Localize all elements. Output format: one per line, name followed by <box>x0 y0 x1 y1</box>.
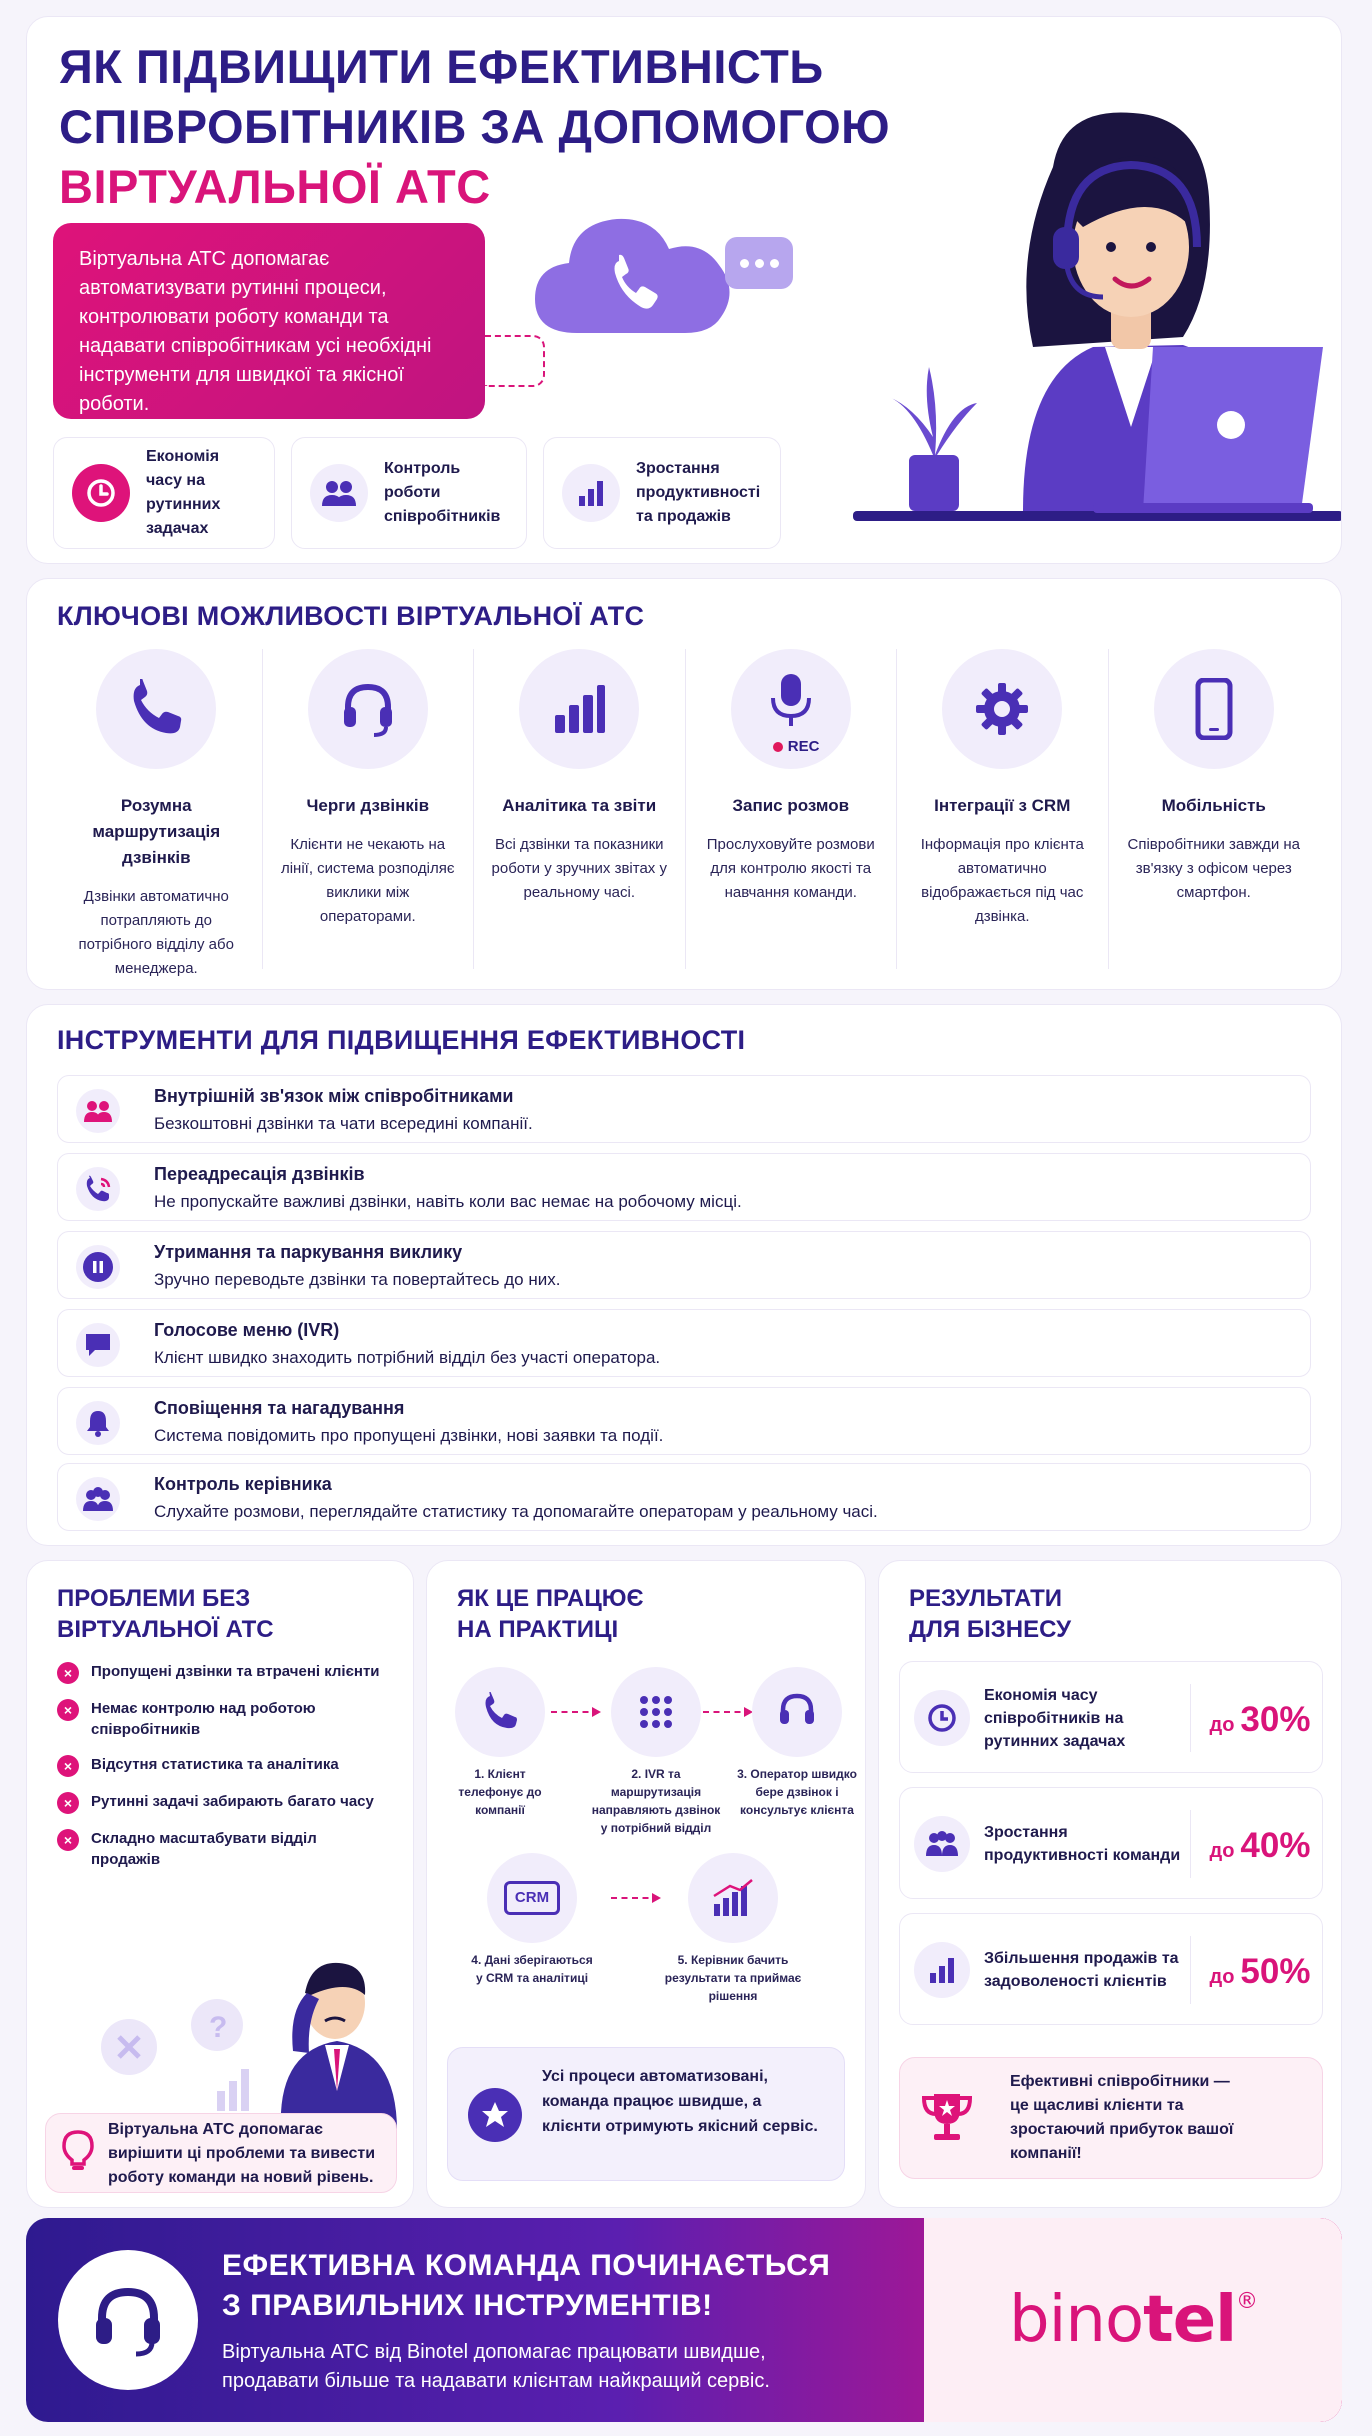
result-value: до 40% <box>1209 1826 1311 1865</box>
practice-step-2 <box>591 1667 721 1837</box>
tool-row-call-forward <box>57 1153 1311 1221</box>
results-title: РЕЗУЛЬТАТИ ДЛЯ БІЗНЕСУ <box>909 1585 1072 1643</box>
key-feature-desc: Дзвінки автоматично потрапляють до потрібного відділу або менеджера. <box>78 888 234 977</box>
x-icon: × <box>57 1792 79 1814</box>
step-label: 2. IVR та маршрутизація направляють дзвінок у потрібний відділ <box>591 1767 721 1835</box>
section-title: ІНСТРУМЕНТИ ДЛЯ ПІДВИЩЕННЯ ЕФЕКТИВНОСТІ <box>57 1025 746 1055</box>
headset-icon <box>308 649 428 769</box>
practice-section <box>426 1560 866 2208</box>
key-feature-desc: Співробітники завжди на зв'язку з офісом через смартфон. <box>1127 836 1300 901</box>
feature-label: Зростання продуктивності та продажів <box>636 460 761 525</box>
call-forward-icon <box>76 1167 120 1211</box>
practice-step-3 <box>737 1667 857 1819</box>
step-label: 4. Дані зберігаються у CRM та аналітиці <box>471 1953 593 1985</box>
tool-desc: Не пропускайте важливі дзвінки, навіть коли вас немає на робочому місці. <box>154 1192 742 1211</box>
key-feature-name: Мобільність <box>1161 796 1266 815</box>
result-card-sales <box>899 1913 1323 2025</box>
feature-label: Економія часу на рутинних задачах <box>146 448 221 537</box>
problem-item: × Рутинні задачі забирають багато часу <box>57 1791 387 1814</box>
svg-text:?: ? <box>209 2011 228 2044</box>
result-card-time <box>899 1661 1323 1773</box>
title-line-2: СПІВРОБІТНИКІВ ЗА ДОПОМОГОЮ <box>59 100 891 153</box>
problems-list <box>57 1661 387 1884</box>
key-features-grid <box>51 649 1319 977</box>
problem-item: × Відсутня статистика та аналітика <box>57 1754 387 1777</box>
key-feature-recording <box>686 649 898 969</box>
key-feature-desc: Клієнти не чекають на лінії, система розподіляє виклики між операторами. <box>280 836 455 925</box>
gear-icon <box>942 649 1062 769</box>
tool-row-supervisor <box>57 1463 1311 1531</box>
feature-team-control <box>291 437 527 549</box>
result-label: Зростання продуктивності команди <box>984 1824 1181 1864</box>
problems-note <box>45 2113 397 2193</box>
problems-note-text: Віртуальна АТС допомагає вирішити ці проблеми та вивести роботу команди на новий рівень. <box>108 2121 376 2186</box>
key-feature-desc: Всі дзвінки та показники роботи у зручних звітах у реальному часі. <box>491 836 667 901</box>
keypad-icon <box>611 1667 701 1757</box>
result-card-productivity <box>899 1787 1323 1899</box>
key-feature-desc: Прослуховуйте розмови для контролю якості та навчання команди. <box>706 836 875 901</box>
clock-icon <box>72 464 130 522</box>
results-section <box>878 1560 1342 2208</box>
headset-icon <box>752 1667 842 1757</box>
bar-chart-icon <box>914 1942 970 1998</box>
star-icon <box>468 2088 522 2142</box>
stressed-man-illustration <box>67 1941 407 2131</box>
rec-badge: REC <box>773 738 820 755</box>
tool-title: Голосове меню (IVR) <box>154 1320 340 1340</box>
key-feature-name: Запис розмов <box>732 796 850 815</box>
title-line-3: ВІРТУАЛЬНОЇ АТС <box>59 160 491 213</box>
step-label: 1. Клієнт телефонує до компанії <box>458 1767 542 1817</box>
problem-item: × Немає контролю над роботою співробітників <box>57 1698 387 1740</box>
practice-step-1 <box>445 1667 555 1819</box>
users-icon <box>310 464 368 522</box>
footer-subtitle: Віртуальна АТС від Binotel допомагає працювати швидше, продавати більше та надавати клієнтам найкращий сервіс. <box>222 2341 770 2392</box>
chat-icon <box>76 1323 120 1367</box>
practice-title: ЯК ЦЕ ПРАЦЮЄ НА ПРАКТИЦІ <box>457 1585 644 1643</box>
tool-row-ivr <box>57 1309 1311 1377</box>
result-label: Збільшення продажів та задоволеності клієнтів <box>984 1950 1179 1990</box>
tool-desc: Система повідомить про пропущені дзвінки, нові заявки та події. <box>154 1426 664 1445</box>
key-feature-mobility <box>1109 649 1320 969</box>
x-icon: × <box>57 1755 79 1777</box>
growth-chart-icon <box>688 1853 778 1943</box>
title-line-1: ЯК ПІДВИЩИТИ ЕФЕКТИВНІСТЬ <box>59 40 824 93</box>
tool-title: Утримання та паркування виклику <box>154 1242 463 1262</box>
intro-box <box>53 223 485 419</box>
binotel-logo[interactable]: binotel® <box>924 2218 1342 2422</box>
key-feature-name: Інтеграції з CRM <box>934 796 1071 815</box>
pause-icon <box>76 1245 120 1289</box>
practice-note <box>447 2047 845 2181</box>
bar-chart-icon <box>519 649 639 769</box>
practice-step-4 <box>467 1853 597 1987</box>
section-title: КЛЮЧОВІ МОЖЛИВОСТІ ВІРТУАЛЬНОЇ АТС <box>57 601 645 631</box>
problem-item: × Складно масштабувати відділ продажів <box>57 1828 387 1870</box>
tool-row-internal-calls <box>57 1075 1311 1143</box>
tool-row-notifications <box>57 1387 1311 1455</box>
arrow-icon <box>611 1897 659 1899</box>
microphone-icon <box>731 649 851 769</box>
bar-chart-icon <box>562 464 620 522</box>
smartphone-icon <box>1154 649 1274 769</box>
intro-text: Віртуальна АТС допомагає автоматизувати рутинні процеси, контролювати роботу команди та надавати співробітникам усі необхідні інструменти для швидкої та якісної роботи. <box>79 248 432 415</box>
tool-title: Переадресація дзвінків <box>154 1164 365 1184</box>
key-feature-desc: Інформація про клієнта автоматично відображається під час дзвінка. <box>920 836 1084 925</box>
feature-time-saving <box>53 437 275 549</box>
phone-icon <box>96 649 216 769</box>
phone-icon <box>455 1667 545 1757</box>
tool-row-hold-park <box>57 1231 1311 1299</box>
results-note <box>899 2057 1323 2179</box>
key-feature-name: Аналітика та звіти <box>502 796 657 815</box>
x-icon: × <box>57 1662 79 1684</box>
headset-icon <box>58 2250 198 2390</box>
page-title <box>59 37 890 217</box>
tool-desc: Клієнт швидко знаходить потрібний відділ без участі оператора. <box>154 1348 661 1367</box>
key-features-section <box>26 578 1342 990</box>
problem-item: × Пропущені дзвінки та втрачені клієнти <box>57 1661 387 1684</box>
tool-desc: Зручно переводьте дзвінки та повертайтесь до них. <box>154 1270 561 1289</box>
tool-desc: Слухайте розмови, переглядайте статистику та допомагайте операторам у реальному часі. <box>154 1502 878 1521</box>
practice-note-text: Усі процеси автоматизовані, команда працює швидше, а клієнти отримують якісний сервіс. <box>542 2068 818 2135</box>
key-feature-name: Розумна маршрутизація дзвінків <box>92 796 221 867</box>
feature-productivity <box>543 437 781 549</box>
trophy-icon <box>918 2088 976 2146</box>
bell-icon <box>76 1401 120 1445</box>
key-feature-queues <box>263 649 475 969</box>
tool-desc: Безкоштовні дзвінки та чати всередині компанії. <box>154 1114 533 1133</box>
hero-section <box>26 16 1342 564</box>
supervisor-icon <box>76 1477 120 1521</box>
clock-icon <box>914 1690 970 1746</box>
footer-banner <box>26 2218 1342 2422</box>
step-label: 3. Оператор швидко бере дзвінок і консультує клієнта <box>737 1767 857 1817</box>
key-feature-analytics <box>474 649 686 969</box>
operator-illustration <box>853 107 1342 564</box>
x-icon: × <box>57 1699 79 1721</box>
cloud-phone-icon <box>525 203 745 349</box>
lightbulb-icon <box>62 2130 94 2172</box>
results-note-text: Ефективні співробітники — це щасливі клієнти та зростаючий прибуток вашої компанії! <box>1010 2073 1234 2162</box>
key-feature-name: Черги дзвінків <box>306 796 430 815</box>
tool-title: Внутрішній зв'язок між співробітниками <box>154 1086 514 1106</box>
problems-title: ПРОБЛЕМИ БЕЗ ВІРТУАЛЬНОЇ АТС <box>57 1585 274 1643</box>
step-label: 5. Керівник бачить результати та приймає рішення <box>664 1953 802 2003</box>
tool-title: Сповіщення та нагадування <box>154 1398 405 1418</box>
hero-features <box>53 437 781 549</box>
feature-label: Контроль роботи співробітників <box>384 460 501 525</box>
result-label: Економія часу співробітників на рутинних задачах <box>984 1686 1126 1750</box>
team-icon <box>76 1089 120 1133</box>
users-icon <box>914 1816 970 1872</box>
chat-bubble-icon <box>725 237 793 289</box>
tools-section <box>26 1004 1342 1546</box>
key-feature-routing <box>51 649 263 977</box>
footer-title: ЕФЕКТИВНА КОМАНДА ПОЧИНАЄТЬСЯ З ПРАВИЛЬНИХ ІНСТРУМЕНТІВ! <box>222 2249 831 2322</box>
problems-section <box>26 1560 414 2208</box>
tool-title: Контроль керівника <box>154 1474 332 1494</box>
x-icon: × <box>57 1829 79 1851</box>
result-value: до 30% <box>1209 1700 1311 1739</box>
result-value: до 50% <box>1209 1952 1311 1991</box>
crm-icon: CRM <box>487 1853 577 1943</box>
key-feature-crm <box>897 649 1109 969</box>
practice-step-5 <box>663 1853 803 2005</box>
